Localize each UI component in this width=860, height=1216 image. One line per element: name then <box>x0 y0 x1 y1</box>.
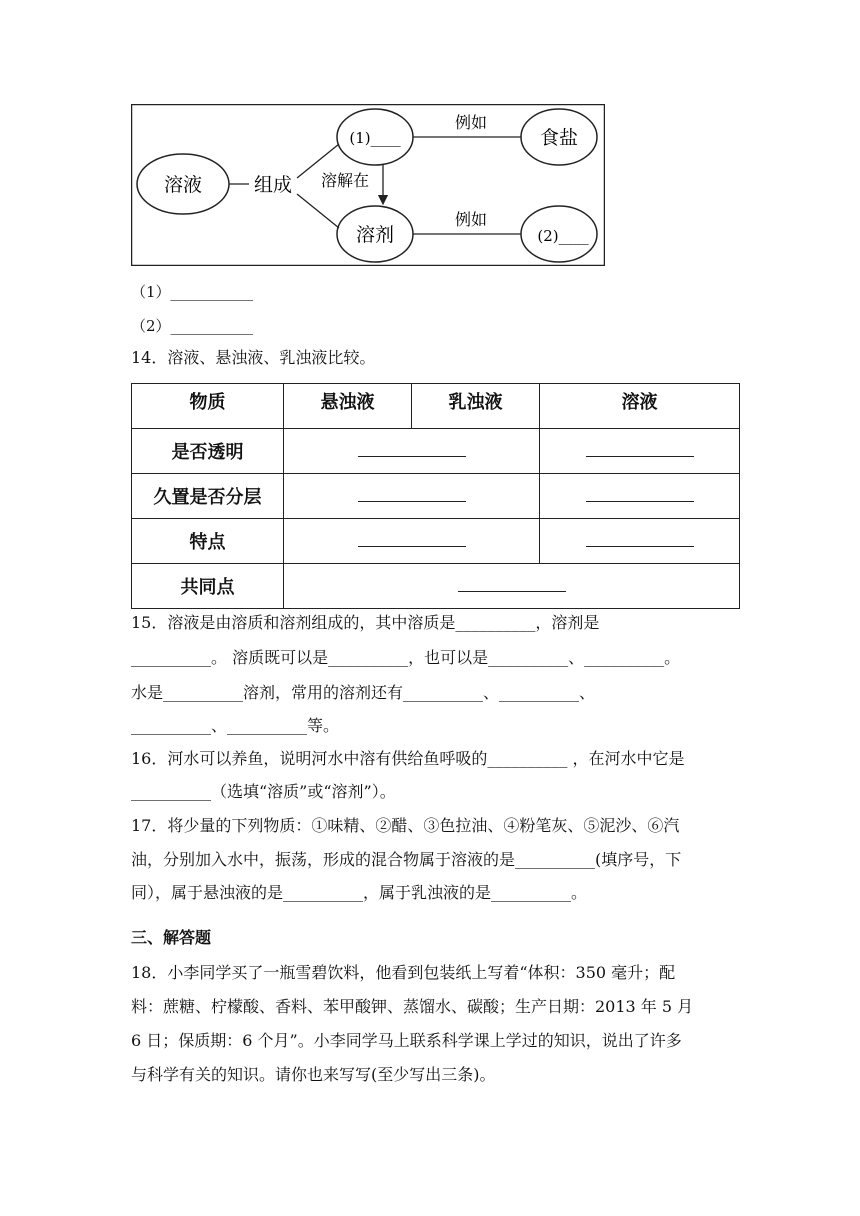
q18-line-3: 6 日；保质期：6 个月”。小李同学马上联系科学课上学过的知识，说出了许多 <box>131 1031 682 1050</box>
q18-line-2: 料：蔗糖、柠檬酸、香料、苯甲酸钾、蒸馏水、碳酸；生产日期：2013 年 5 月 <box>131 997 694 1016</box>
row-label-common: 共同点 <box>132 564 284 609</box>
table-row <box>132 564 740 609</box>
solution-concept-diagram <box>131 104 605 266</box>
q15-line-4: __________、__________等。 <box>131 716 340 735</box>
header-emulsion: 乳浊液 <box>412 384 540 429</box>
solute-blank-label: (1)____ <box>349 129 401 147</box>
answer-cell[interactable] <box>540 474 740 519</box>
compose-label: 组成 <box>253 174 293 196</box>
q17-line-2: 油，分别加入水中，振荡，形成的混合物属于溶液的是__________(填序号，下 <box>131 850 682 869</box>
q13-answer-2: （2）___________ <box>131 317 254 335</box>
blank2-label: (2)____ <box>537 227 589 245</box>
row-label-transparent: 是否透明 <box>132 429 284 474</box>
header-solution: 溶液 <box>540 384 740 429</box>
table-row <box>132 429 740 474</box>
answer-blank <box>358 534 466 547</box>
answer-cell[interactable] <box>284 519 540 564</box>
salt-label: 食盐 <box>539 127 579 149</box>
answer-cell[interactable] <box>284 564 740 609</box>
q14-prompt: 14．溶液、悬浊液、乳浊液比较。 <box>131 348 376 367</box>
table-row <box>132 474 740 519</box>
row-label-features: 特点 <box>132 519 284 564</box>
q17-line-1: 17．将少量的下列物质：①味精、②醋、③色拉油、④粉笔灰、⑤泥沙、⑥汽 <box>131 816 680 835</box>
q17-line-3: 同），属于悬浊液的是__________，属于乳浊液的是__________。 <box>131 883 588 902</box>
solution-label: 溶液 <box>163 174 203 196</box>
answer-cell[interactable] <box>540 519 740 564</box>
answer-blank <box>586 534 694 547</box>
comparison-table <box>131 383 740 609</box>
example-label-1: 例如 <box>454 113 488 132</box>
answer-cell[interactable] <box>284 474 540 519</box>
answer-blank <box>586 444 694 457</box>
header-substance: 物质 <box>132 384 284 429</box>
q15-line-3: 水是__________溶剂，常用的溶剂还有__________、__________、 <box>131 683 596 702</box>
table-row <box>132 519 740 564</box>
q15-line-2: __________。 溶质既可以是__________，也可以是__________、__________。 <box>131 648 681 667</box>
answer-blank <box>358 489 466 502</box>
answer-blank <box>458 579 566 592</box>
q18-line-4: 与科学有关的知识。请你也来写写(至少写出三条)。 <box>131 1065 496 1084</box>
answer-blank <box>358 444 466 457</box>
table-header-row <box>132 384 740 429</box>
q13-answer-1: （1）___________ <box>131 283 254 301</box>
example-label-2: 例如 <box>454 210 488 229</box>
q16-line-2: __________（选填“溶质”或“溶剂”）。 <box>131 782 396 801</box>
header-suspension: 悬浊液 <box>284 384 412 429</box>
answer-blank <box>586 489 694 502</box>
row-label-layering: 久置是否分层 <box>132 474 284 519</box>
answer-cell[interactable] <box>284 429 540 474</box>
q16-line-1: 16．河水可以养鱼，说明河水中溶有供给鱼呼吸的__________ ，在河水中它是 <box>131 749 685 768</box>
dissolve-in-label: 溶解在 <box>320 171 370 190</box>
answer-cell[interactable] <box>540 429 740 474</box>
q18-line-1: 18．小李同学买了一瓶雪碧饮料，他看到包装纸上写着“体积：350 毫升；配 <box>131 963 676 982</box>
section-heading: 三、解答题 <box>131 928 212 947</box>
q15-line-1: 15．溶液是由溶质和溶剂组成的，其中溶质是__________，溶剂是 <box>131 613 600 632</box>
solvent-label: 溶剂 <box>355 224 395 246</box>
